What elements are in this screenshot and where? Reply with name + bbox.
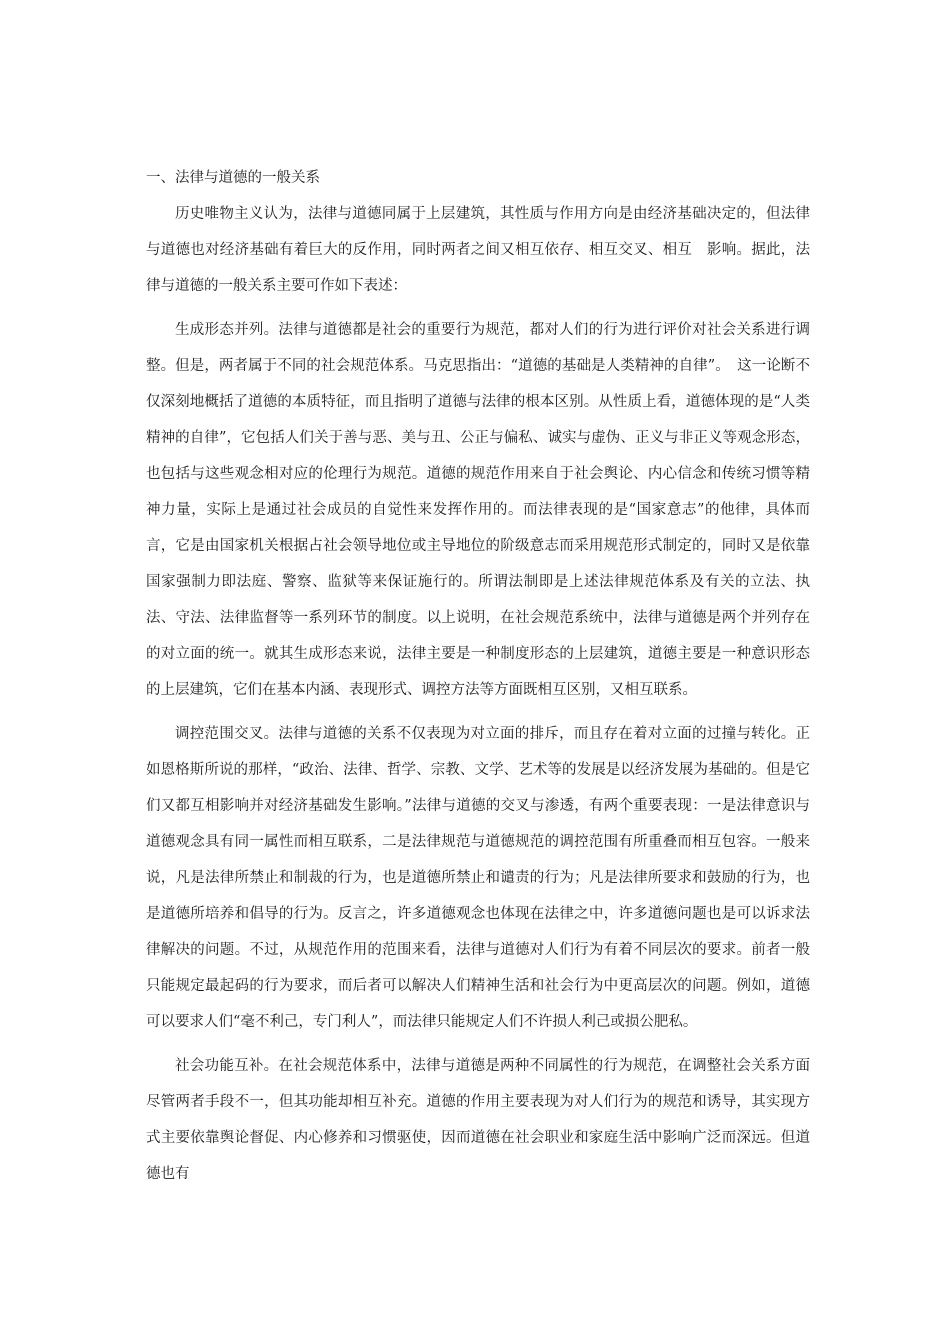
paragraph-intro: 历史唯物主义认为，法律与道德同属于上层建筑，其性质与作用方向是由经济基础决定的，但法律与道德也对经济基础有着巨大的反作用，同时两者之间又相互依存、相互交叉、相互 影响。据此，法律与道德的一般关系主要可作如下表述： [146,206,810,294]
section-heading: 一、法律与道德的一般关系 [146,170,320,186]
paragraph-regulation-overlap: 调控范围交叉。法律与道德的关系不仅表现为对立面的排斥，而且存在着对立面的过撞与转化。正如恩格斯所说的那样，“政治、法律、哲学、宗教、文学、艺术等的发展是以经济发展为基础的。但是它们又都互相影响并对经济基础发生影响。”法律与道德的交叉与渗透，有两个重要表现：一是法律意识与道德观念具有同一属性而相互联系，二是法律规范与道德规范的调控范围有所重叠而相互包容。一般来说，凡是法律所禁止和制裁的行为，也是道德所禁止和谴责的行为；凡是法律所要求和鼓励的行为，也是道德所培养和倡导的行为。反言之，许多道德观念也体现在法律之中，许多道德问题也是可以诉求法律解决的问题。不过，从规范作用的范围来看，法律与道德对人们行为有着不同层次的要求。前者一般只能规定最起码的行为要求，而后者可以解决人们精神生活和社会行为中更高层次的问题。例如，道德可以要求人们“毫不利己，专门利人”，而法律只能规定人们不许损人利己或损公肥私。 [146,726,810,1030]
paragraph-formation-parallel: 生成形态并列。法律与道德都是社会的重要行为规范，都对人们的行为进行评价对社会关系进行调整。但是，两者属于不同的社会规范体系。马克思指出：“道德的基础是人类精神的自律”。 这一论断不仅深刻地概括了道德的本质特征，而且指明了道德与法律的根本区别。从性质上看，道德体现的是“人类精神的自律”，它包括人们关于善与恶、美与丑、公正与偏私、诚实与虚伪、正义与非正义等观念形态，也包括与这些观念相对应的伦理行为规范。道德的规范作用来自于社会舆论、内心信念和传统习惯等精神力量，实际上是通过社会成员的自觉性来发挥作用的。而法律表现的是“国家意志”的他律，具体而言，它是由国家机关根据占社会领导地位或主导地位的阶级意志而采用规范形式制定的，同时又是依靠国家强制力即法庭、警察、监狱等来保证施行的。所谓法制即是上述法律规范体系及有关的立法、执法、守法、法律监督等一系列环节的制度。以上说明，在社会规范系统中，法律与道德是两个并列存在的对立面的统一。就其生成形态来说，法律主要是一种制度形态的上层建筑，道德主要是一种意识形态 的上层建筑，它们在基本内涵、表现形式、调控方法等方面既相互区别，又相互联系。 [146,322,810,698]
paragraph-function-complement: 社会功能互补。在社会规范体系中，法律与道德是两种不同属性的行为规范，在调整社会关系方面尽管两者手段不一，但其功能却相互补充。道德的作用主要表现为对人们行为的规范和诱导，其实现方式主要依靠舆论督促、内心修养和习惯驱使，因而道德在社会职业和家庭生活中影响广泛而深远。但道德也有 [146,1058,810,1182]
document-body [146,160,810,1200]
